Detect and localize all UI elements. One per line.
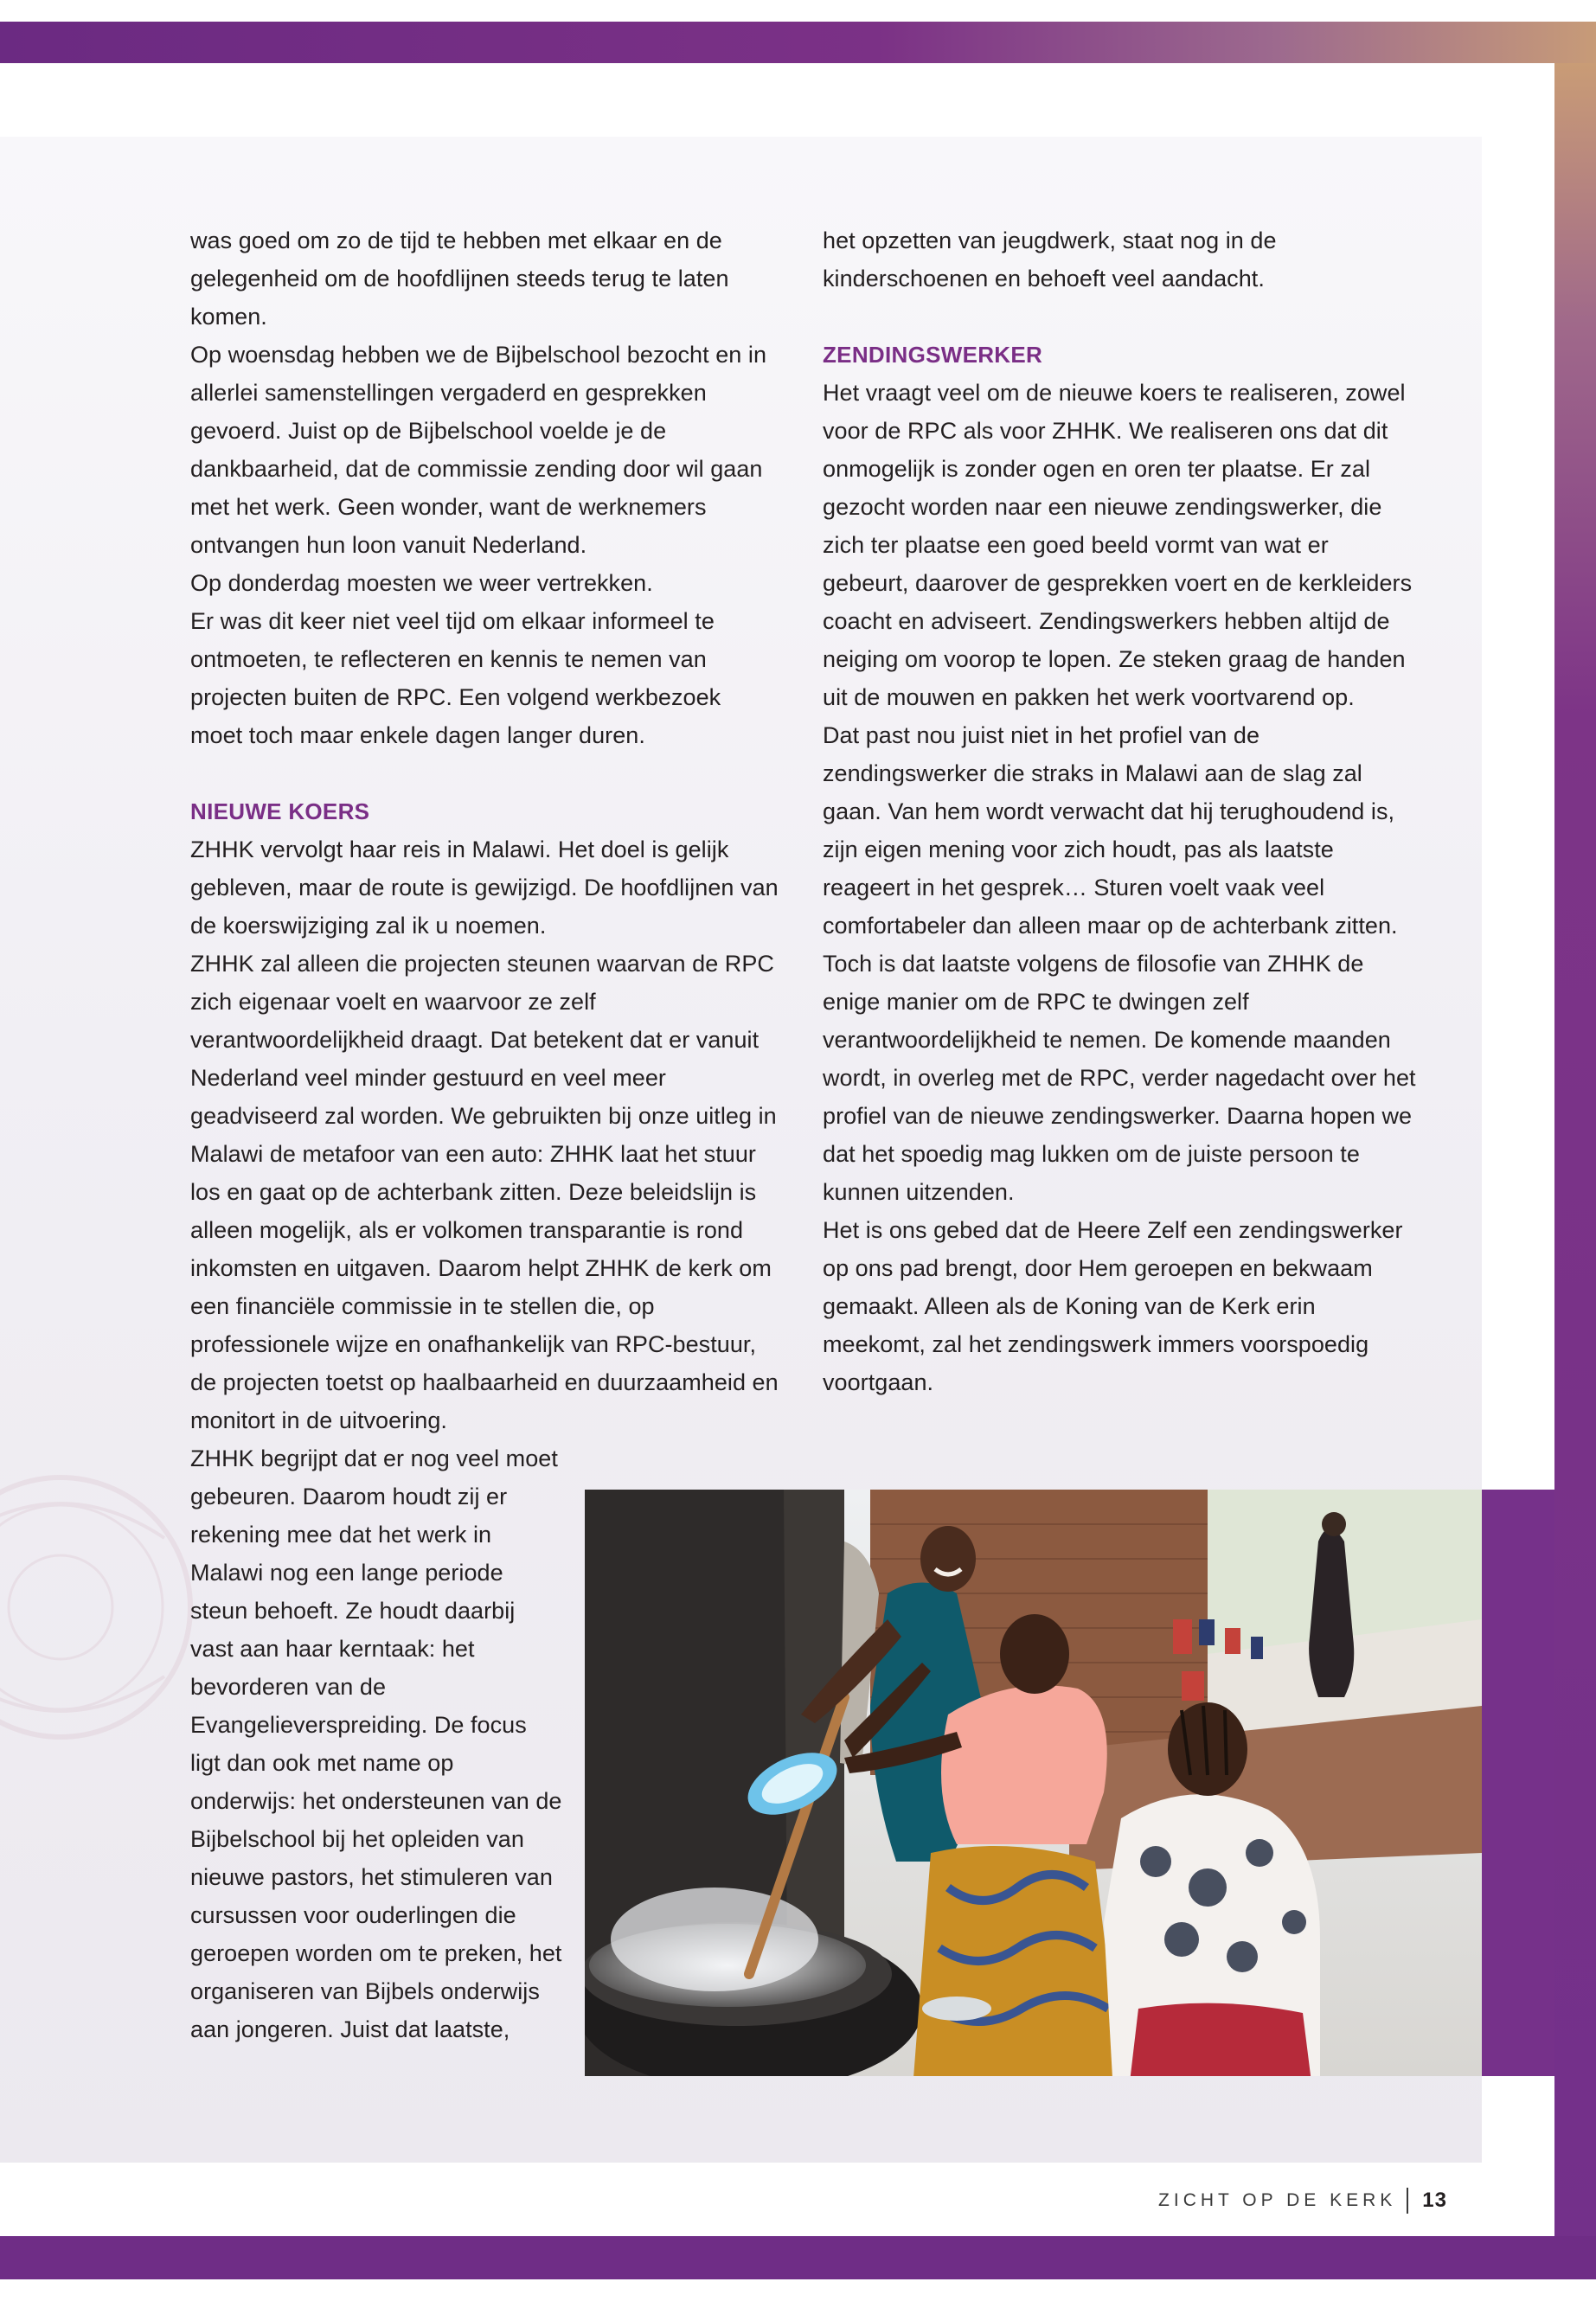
- faded-stamp-watermark: [0, 1434, 216, 1798]
- paragraph: was goed om zo de tijd te hebben met elkaar en de gelegenheid om de hoofdlijnen steeds terug te laten komen.: [190, 228, 729, 330]
- photo-illustration: [585, 1490, 1482, 2076]
- paragraph: Het vraagt veel om de nieuwe koers te realiseren, zowel voor de RPC als voor ZHHK. We realiseren ons dat dit onmogelijk is zonder ogen en oren ter plaatse. Er zal gezocht worden naar een nieuwe zendingswerker, die zich ter plaatse een goed beeld vormt van wat er gebeurt, daarover de gesprekken voert en de kerkleiders coacht en adviseert. Zendingswerkers hebben altijd de neiging om voorop te lopen. Ze steken graag de handen uit de mouwen en pakken het werk voortvarend op.: [823, 380, 1413, 710]
- right-accent-bar: [1554, 63, 1596, 2236]
- left-column: [190, 221, 779, 1439]
- section-heading-zendingswerker: ZENDINGSWERKER: [823, 342, 1043, 368]
- paragraph: ZHHK zal alleen die projecten steunen waarvan de RPC zich eigenaar voelt en waarvoor ze zelf verantwoordelijkheid draagt. Dat betekent dat er vanuit Nederland veel minder gestuurd en veel meer geadviseerd zal worden. We gebruikten bij onze uitleg in Malawi de metafoor van een auto: ZHHK laat het stuur los en gaat op de achterbank zitten. Deze beleidslijn is alleen mogelijk, als er volkomen transparantie is rond inkomsten en uitgaven. Daarom helpt ZHHK de kerk om een financiële commissie in te stellen die, op professionele wijze en onafhankelijk van RPC-bestuur, de projecten toetst op haalbaarheid en duurzaamheid en monitort in de uitvoering.: [190, 951, 779, 1433]
- paragraph: het opzetten van jeugdwerk, staat nog in de kinderschoenen en behoeft veel aandacht.: [823, 228, 1277, 292]
- top-accent-bar: [0, 22, 1596, 63]
- page-footer: [1158, 2183, 1447, 2218]
- paragraph: Het is ons gebed dat de Heere Zelf een zendingswerker op ons pad brengt, door Hem geroepen en bekwaam gemaakt. Alleen als de Koning van de Kerk erin meekomt, zal het zendingswerk immers voorspoedig voortgaan.: [823, 1217, 1403, 1395]
- paragraph: Dat past nou juist niet in het profiel van de zendingswerker die straks in Malawi aan de slag zal gaan. Van hem wordt verwacht dat hij terughoudend is, zijn eigen mening voor zich houdt, pas als laatste reageert in het gesprek… Sturen voelt vaak veel comfortabeler dan alleen maar op de achterbank zitten. Toch is dat laatste volgens de filosofie van ZHHK de enige manier om de RPC te dwingen zelf verantwoordelijkheid te nemen. De komende maanden wordt, in overleg met de RPC, verder nagedacht over het profiel van de nieuwe zendingswerker. Daarna hopen we dat het spoedig mag lukken om de juiste persoon te kunnen uitzenden.: [823, 722, 1416, 1205]
- left-narrow-column: [190, 1439, 562, 2048]
- paragraph: Er was dit keer niet veel tijd om elkaar informeel te ontmoeten, te reflecteren en kennis te nemen van projecten buiten de RPC. Een volgend werkbezoek moet toch maar enkele dagen langer duren.: [190, 608, 721, 748]
- paragraph: Op donderdag moesten we weer vertrekken.: [190, 570, 653, 596]
- cooking-photo: [585, 1490, 1482, 2076]
- paragraph: ZHHK begrijpt dat er nog veel moet gebeuren. Daarom houdt zij er rekening mee dat het werk in Malawi nog een lange periode steun behoeft. Ze houdt daarbij vast aan haar kerntaak: het bevorderen van de Evangelieverspreiding. De focus ligt dan ook met name op onderwijs: het ondersteunen van de Bijbelschool bij het opleiden van nieuwe pastors, het stimuleren van cursussen voor ouderlingen die geroepen worden om te preken, het organiseren van Bijbels onderwijs aan jongeren. Juist dat laatste,: [190, 1445, 562, 2042]
- spacer: [190, 754, 779, 792]
- spacer: [823, 298, 1420, 336]
- page-number: 13: [1422, 2189, 1447, 2212]
- right-column: [823, 221, 1420, 1401]
- paragraph: ZHHK vervolgt haar reis in Malawi. Het doel is gelijk gebleven, maar de route is gewijzigd. De hoofdlijnen van de koerswijziging zal ik u noemen.: [190, 836, 779, 939]
- footer-divider: [1407, 2188, 1408, 2214]
- photo-accent-strip: [1482, 1490, 1554, 2076]
- magazine-title: ZICHT OP DE KERK: [1158, 2190, 1397, 2210]
- bottom-accent-bar: [0, 2236, 1596, 2279]
- section-heading-nieuwe-koers: NIEUWE KOERS: [190, 798, 370, 824]
- paragraph: Op woensdag hebben we de Bijbelschool bezocht en in allerlei samenstellingen vergaderd en gesprekken gevoerd. Juist op de Bijbelschool voelde je de dankbaarheid, dat de commissie zending door wil gaan met het werk. Geen wonder, want de werknemers ontvangen hun loon vanuit Nederland.: [190, 342, 767, 558]
